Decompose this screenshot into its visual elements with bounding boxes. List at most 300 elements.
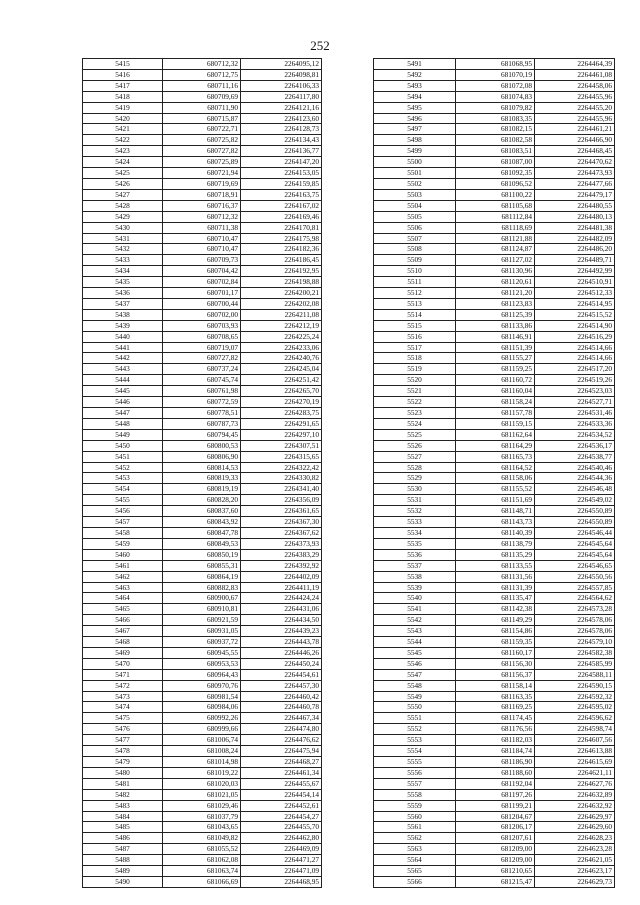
table-row (374, 669, 615, 680)
x-coordinate-cell: 680702,84 (163, 277, 241, 288)
point-number-cell: 5467 (83, 626, 163, 637)
x-coordinate-cell: 681043,65 (163, 822, 241, 833)
point-number-cell: 5485 (83, 822, 163, 833)
table-row (83, 429, 322, 440)
point-number-cell: 5448 (83, 418, 163, 429)
y-coordinate-cell: 2264121,16 (241, 102, 322, 113)
y-coordinate-cell: 2264443,78 (241, 637, 322, 648)
x-coordinate-cell: 681008,24 (163, 746, 241, 757)
table-row (83, 124, 322, 135)
table-row (83, 309, 322, 320)
table-row (83, 702, 322, 713)
table-row (374, 80, 615, 91)
y-coordinate-cell: 2264545,64 (535, 549, 615, 560)
x-coordinate-cell: 680727,82 (163, 146, 241, 157)
y-coordinate-cell: 2264550,56 (535, 571, 615, 582)
table-row (374, 266, 615, 277)
y-coordinate-cell: 2264512,33 (535, 288, 615, 299)
table-row (83, 386, 322, 397)
y-coordinate-cell: 2264578,06 (535, 615, 615, 626)
y-coordinate-cell: 2264632,89 (535, 789, 615, 800)
x-coordinate-cell: 680800,53 (163, 440, 241, 451)
table-row (83, 844, 322, 855)
table-row (374, 604, 615, 615)
table-row (374, 320, 615, 331)
x-coordinate-cell: 681135,29 (456, 549, 535, 560)
y-coordinate-cell: 2264582,38 (535, 647, 615, 658)
x-coordinate-cell: 681158,06 (456, 473, 535, 484)
point-number-cell: 5479 (83, 757, 163, 768)
point-number-cell: 5468 (83, 637, 163, 648)
y-coordinate-cell: 2264356,09 (241, 495, 322, 506)
table-row (83, 331, 322, 342)
y-coordinate-cell: 2264212,19 (241, 320, 322, 331)
point-number-cell: 5461 (83, 560, 163, 571)
y-coordinate-cell: 2264431,06 (241, 604, 322, 615)
x-coordinate-cell: 681131,39 (456, 582, 535, 593)
point-number-cell: 5496 (374, 113, 456, 124)
y-coordinate-cell: 2264621,05 (535, 855, 615, 866)
x-coordinate-cell: 681169,25 (456, 702, 535, 713)
x-coordinate-cell: 680806,90 (163, 451, 241, 462)
point-number-cell: 5536 (374, 549, 456, 560)
point-number-cell: 5558 (374, 789, 456, 800)
y-coordinate-cell: 2264466,90 (535, 135, 615, 146)
y-coordinate-cell: 2264367,62 (241, 527, 322, 538)
point-number-cell: 5423 (83, 146, 163, 157)
point-number-cell: 5422 (83, 135, 163, 146)
x-coordinate-cell: 681186,90 (456, 757, 535, 768)
table-row (374, 451, 615, 462)
y-coordinate-cell: 2264455,96 (535, 91, 615, 102)
x-coordinate-cell: 681062,08 (163, 855, 241, 866)
point-number-cell: 5429 (83, 211, 163, 222)
y-coordinate-cell: 2264457,30 (241, 680, 322, 691)
point-number-cell: 5450 (83, 440, 163, 451)
point-number-cell: 5531 (374, 495, 456, 506)
point-number-cell: 5493 (374, 80, 456, 91)
y-coordinate-cell: 2264480,13 (535, 211, 615, 222)
point-number-cell: 5431 (83, 233, 163, 244)
table-row (374, 811, 615, 822)
y-coordinate-cell: 2264367,30 (241, 517, 322, 528)
table-row (83, 320, 322, 331)
table-row (83, 778, 322, 789)
point-number-cell: 5560 (374, 811, 456, 822)
y-coordinate-cell: 2264481,38 (535, 222, 615, 233)
x-coordinate-cell: 681151,39 (456, 342, 535, 353)
table-row (83, 538, 322, 549)
table-row (83, 549, 322, 560)
y-coordinate-cell: 2264517,20 (535, 364, 615, 375)
table-row (83, 746, 322, 757)
x-coordinate-cell: 681125,39 (456, 309, 535, 320)
point-number-cell: 5439 (83, 320, 163, 331)
table-row (83, 113, 322, 124)
y-coordinate-cell: 2264211,08 (241, 309, 322, 320)
y-coordinate-cell: 2264573,28 (535, 604, 615, 615)
point-number-cell: 5512 (374, 288, 456, 299)
x-coordinate-cell: 680850,19 (163, 549, 241, 560)
x-coordinate-cell: 680712,75 (163, 69, 241, 80)
x-coordinate-cell: 681142,38 (456, 604, 535, 615)
x-coordinate-cell: 681143,73 (456, 517, 535, 528)
x-coordinate-cell: 680945,55 (163, 647, 241, 658)
table-row (374, 462, 615, 473)
y-coordinate-cell: 2264545,64 (535, 538, 615, 549)
table-row (374, 244, 615, 255)
point-number-cell: 5445 (83, 386, 163, 397)
y-coordinate-cell: 2264123,60 (241, 113, 322, 124)
y-coordinate-cell: 2264628,23 (535, 833, 615, 844)
point-number-cell: 5542 (374, 615, 456, 626)
x-coordinate-cell: 680814,53 (163, 462, 241, 473)
x-coordinate-cell: 681159,15 (456, 418, 535, 429)
table-row (83, 680, 322, 691)
table-row (374, 178, 615, 189)
y-coordinate-cell: 2264578,06 (535, 626, 615, 637)
x-coordinate-cell: 681184,74 (456, 746, 535, 757)
x-coordinate-cell: 680719,07 (163, 342, 241, 353)
y-coordinate-cell: 2264315,65 (241, 451, 322, 462)
y-coordinate-cell: 2264450,24 (241, 658, 322, 669)
x-coordinate-cell: 681204,67 (456, 811, 535, 822)
table-row (374, 157, 615, 168)
y-coordinate-cell: 2264514,90 (535, 320, 615, 331)
y-coordinate-cell: 2264482,09 (535, 233, 615, 244)
table-row (83, 833, 322, 844)
y-coordinate-cell: 2264175,98 (241, 233, 322, 244)
table-row (374, 582, 615, 593)
x-coordinate-cell: 681118,69 (456, 222, 535, 233)
table-row (83, 691, 322, 702)
point-number-cell: 5489 (83, 866, 163, 877)
point-number-cell: 5514 (374, 309, 456, 320)
y-coordinate-cell: 2264454,27 (241, 811, 322, 822)
x-coordinate-cell: 680999,66 (163, 724, 241, 735)
coordinates-table-right (373, 58, 615, 888)
table-row (374, 146, 615, 157)
y-coordinate-cell: 2264514,66 (535, 342, 615, 353)
table-row (83, 211, 322, 222)
x-coordinate-cell: 681006,74 (163, 735, 241, 746)
y-coordinate-cell: 2264514,66 (535, 353, 615, 364)
table-row (374, 593, 615, 604)
table-row (374, 778, 615, 789)
point-number-cell: 5488 (83, 855, 163, 866)
point-number-cell: 5506 (374, 222, 456, 233)
point-number-cell: 5563 (374, 844, 456, 855)
y-coordinate-cell: 2264446,26 (241, 647, 322, 658)
point-number-cell: 5513 (374, 298, 456, 309)
point-number-cell: 5464 (83, 593, 163, 604)
table-row (83, 69, 322, 80)
point-number-cell: 5548 (374, 680, 456, 691)
point-number-cell: 5435 (83, 277, 163, 288)
y-coordinate-cell: 2264392,92 (241, 560, 322, 571)
point-number-cell: 5463 (83, 582, 163, 593)
x-coordinate-cell: 681105,68 (456, 200, 535, 211)
point-number-cell: 5528 (374, 462, 456, 473)
x-coordinate-cell: 681068,95 (456, 59, 535, 70)
y-coordinate-cell: 2264464,39 (535, 59, 615, 70)
x-coordinate-cell: 681188,60 (456, 767, 535, 778)
table-row (374, 418, 615, 429)
y-coordinate-cell: 2264538,77 (535, 451, 615, 462)
x-coordinate-cell: 681154,86 (456, 626, 535, 637)
point-number-cell: 5545 (374, 647, 456, 658)
x-coordinate-cell: 681083,51 (456, 146, 535, 157)
x-coordinate-cell: 680712,32 (163, 59, 241, 70)
x-coordinate-cell: 680992,26 (163, 713, 241, 724)
table-row (374, 113, 615, 124)
y-coordinate-cell: 2264534,52 (535, 429, 615, 440)
table-row (83, 855, 322, 866)
x-coordinate-cell: 681082,58 (456, 135, 535, 146)
point-number-cell: 5533 (374, 517, 456, 528)
table-row (374, 364, 615, 375)
table-row (374, 833, 615, 844)
table-row (374, 298, 615, 309)
x-coordinate-cell: 680964,43 (163, 669, 241, 680)
table-row (83, 615, 322, 626)
table-row (83, 178, 322, 189)
x-coordinate-cell: 681074,83 (456, 91, 535, 102)
x-coordinate-cell: 680745,74 (163, 375, 241, 386)
point-number-cell: 5432 (83, 244, 163, 255)
y-coordinate-cell: 2264455,67 (241, 778, 322, 789)
y-coordinate-cell: 2264153,05 (241, 168, 322, 179)
point-number-cell: 5454 (83, 484, 163, 495)
point-number-cell: 5480 (83, 767, 163, 778)
x-coordinate-cell: 681159,25 (456, 364, 535, 375)
point-number-cell: 5507 (374, 233, 456, 244)
y-coordinate-cell: 2264468,45 (535, 146, 615, 157)
y-coordinate-cell: 2264516,29 (535, 331, 615, 342)
x-coordinate-cell: 680855,31 (163, 560, 241, 571)
point-number-cell: 5417 (83, 80, 163, 91)
x-coordinate-cell: 680828,20 (163, 495, 241, 506)
point-number-cell: 5552 (374, 724, 456, 735)
point-number-cell: 5443 (83, 364, 163, 375)
point-number-cell: 5562 (374, 833, 456, 844)
y-coordinate-cell: 2264629,60 (535, 822, 615, 833)
point-number-cell: 5444 (83, 375, 163, 386)
point-number-cell: 5491 (374, 59, 456, 70)
y-coordinate-cell: 2264134,43 (241, 135, 322, 146)
table-row (83, 353, 322, 364)
x-coordinate-cell: 681206,17 (456, 822, 535, 833)
table-row (374, 876, 615, 887)
point-number-cell: 5481 (83, 778, 163, 789)
y-coordinate-cell: 2264477,66 (535, 178, 615, 189)
point-number-cell: 5556 (374, 767, 456, 778)
y-coordinate-cell: 2264533,36 (535, 418, 615, 429)
point-number-cell: 5441 (83, 342, 163, 353)
y-coordinate-cell: 2264621,11 (535, 767, 615, 778)
point-number-cell: 5420 (83, 113, 163, 124)
x-coordinate-cell: 680700,44 (163, 298, 241, 309)
y-coordinate-cell: 2264531,46 (535, 408, 615, 419)
x-coordinate-cell: 680970,76 (163, 680, 241, 691)
y-coordinate-cell: 2264598,74 (535, 724, 615, 735)
table-row (374, 473, 615, 484)
y-coordinate-cell: 2264455,70 (241, 822, 322, 833)
table-row (83, 146, 322, 157)
x-coordinate-cell: 681155,27 (456, 353, 535, 364)
y-coordinate-cell: 2264473,93 (535, 168, 615, 179)
y-coordinate-cell: 2264590,15 (535, 680, 615, 691)
x-coordinate-cell: 681124,87 (456, 244, 535, 255)
table-row (374, 822, 615, 833)
y-coordinate-cell: 2264297,10 (241, 429, 322, 440)
x-coordinate-cell: 681049,82 (163, 833, 241, 844)
x-coordinate-cell: 680725,89 (163, 157, 241, 168)
x-coordinate-cell: 680737,24 (163, 364, 241, 375)
y-coordinate-cell: 2264632,92 (535, 800, 615, 811)
table-row (374, 495, 615, 506)
table-row (374, 615, 615, 626)
table-row (83, 135, 322, 146)
x-coordinate-cell: 681127,02 (456, 255, 535, 266)
y-coordinate-cell: 2264469,09 (241, 844, 322, 855)
y-coordinate-cell: 2264361,65 (241, 506, 322, 517)
y-coordinate-cell: 2264607,56 (535, 735, 615, 746)
table-row (374, 626, 615, 637)
y-coordinate-cell: 2264434,50 (241, 615, 322, 626)
x-coordinate-cell: 681146,91 (456, 331, 535, 342)
y-coordinate-cell: 2264492,99 (535, 266, 615, 277)
y-coordinate-cell: 2264098,81 (241, 69, 322, 80)
table-row (374, 680, 615, 691)
table-row (374, 375, 615, 386)
table-row (83, 200, 322, 211)
point-number-cell: 5434 (83, 266, 163, 277)
point-number-cell: 5440 (83, 331, 163, 342)
y-coordinate-cell: 2264460,78 (241, 702, 322, 713)
point-number-cell: 5550 (374, 702, 456, 713)
x-coordinate-cell: 680778,51 (163, 408, 241, 419)
point-number-cell: 5497 (374, 124, 456, 135)
table-row (374, 189, 615, 200)
x-coordinate-cell: 681121,20 (456, 288, 535, 299)
table-row (374, 429, 615, 440)
x-coordinate-cell: 680711,16 (163, 80, 241, 91)
y-coordinate-cell: 2264461,08 (535, 69, 615, 80)
x-coordinate-cell: 681197,26 (456, 789, 535, 800)
y-coordinate-cell: 2264169,46 (241, 211, 322, 222)
y-coordinate-cell: 2264468,95 (241, 876, 322, 887)
point-number-cell: 5504 (374, 200, 456, 211)
x-coordinate-cell: 681160,17 (456, 647, 535, 658)
x-coordinate-cell: 681096,52 (456, 178, 535, 189)
x-coordinate-cell: 680711,38 (163, 222, 241, 233)
y-coordinate-cell: 2264147,20 (241, 157, 322, 168)
point-number-cell: 5553 (374, 735, 456, 746)
point-number-cell: 5566 (374, 876, 456, 887)
table-row (83, 876, 322, 887)
point-number-cell: 5473 (83, 691, 163, 702)
x-coordinate-cell: 681151,69 (456, 495, 535, 506)
y-coordinate-cell: 2264629,73 (535, 876, 615, 887)
y-coordinate-cell: 2264330,82 (241, 473, 322, 484)
table-row (83, 233, 322, 244)
table-row (83, 767, 322, 778)
point-number-cell: 5532 (374, 506, 456, 517)
x-coordinate-cell: 681182,03 (456, 735, 535, 746)
point-number-cell: 5424 (83, 157, 163, 168)
point-number-cell: 5500 (374, 157, 456, 168)
table-row (83, 440, 322, 451)
table-row (83, 222, 322, 233)
x-coordinate-cell: 681072,08 (456, 80, 535, 91)
y-coordinate-cell: 2264270,19 (241, 397, 322, 408)
y-coordinate-cell: 2264233,06 (241, 342, 322, 353)
point-number-cell: 5490 (83, 876, 163, 887)
y-coordinate-cell: 2264455,20 (535, 102, 615, 113)
table-row (374, 560, 615, 571)
y-coordinate-cell: 2264439,23 (241, 626, 322, 637)
table-row (83, 157, 322, 168)
table-row (374, 309, 615, 320)
point-number-cell: 5436 (83, 288, 163, 299)
table-row (374, 168, 615, 179)
x-coordinate-cell: 680710,47 (163, 233, 241, 244)
y-coordinate-cell: 2264291,65 (241, 418, 322, 429)
table-row (374, 440, 615, 451)
y-coordinate-cell: 2264479,17 (535, 189, 615, 200)
x-coordinate-cell: 681140,39 (456, 527, 535, 538)
y-coordinate-cell: 2264192,95 (241, 266, 322, 277)
table-row (83, 735, 322, 746)
table-row (83, 582, 322, 593)
point-number-cell: 5452 (83, 462, 163, 473)
table-row (374, 484, 615, 495)
table-row (374, 658, 615, 669)
point-number-cell: 5520 (374, 375, 456, 386)
x-coordinate-cell: 680819,33 (163, 473, 241, 484)
table-row (374, 353, 615, 364)
y-coordinate-cell: 2264200,21 (241, 288, 322, 299)
x-coordinate-cell: 681156,37 (456, 669, 535, 680)
table-row (374, 124, 615, 135)
table-row (374, 288, 615, 299)
y-coordinate-cell: 2264411,19 (241, 582, 322, 593)
x-coordinate-cell: 681158,24 (456, 397, 535, 408)
x-coordinate-cell: 681148,71 (456, 506, 535, 517)
y-coordinate-cell: 2264585,99 (535, 658, 615, 669)
table-row (83, 560, 322, 571)
table-row (83, 757, 322, 768)
x-coordinate-cell: 680761,98 (163, 386, 241, 397)
x-coordinate-cell: 681100,22 (456, 189, 535, 200)
y-coordinate-cell: 2264550,89 (535, 517, 615, 528)
x-coordinate-cell: 680900,67 (163, 593, 241, 604)
y-coordinate-cell: 2264470,62 (535, 157, 615, 168)
x-coordinate-cell: 680721,94 (163, 168, 241, 179)
x-coordinate-cell: 681112,84 (456, 211, 535, 222)
point-number-cell: 5453 (83, 473, 163, 484)
point-number-cell: 5515 (374, 320, 456, 331)
point-number-cell: 5451 (83, 451, 163, 462)
table-row (83, 517, 322, 528)
x-coordinate-cell: 680715,87 (163, 113, 241, 124)
table-row (83, 408, 322, 419)
x-coordinate-cell: 681162,64 (456, 429, 535, 440)
y-coordinate-cell: 2264460,42 (241, 691, 322, 702)
table-row (374, 538, 615, 549)
x-coordinate-cell: 681029,46 (163, 800, 241, 811)
